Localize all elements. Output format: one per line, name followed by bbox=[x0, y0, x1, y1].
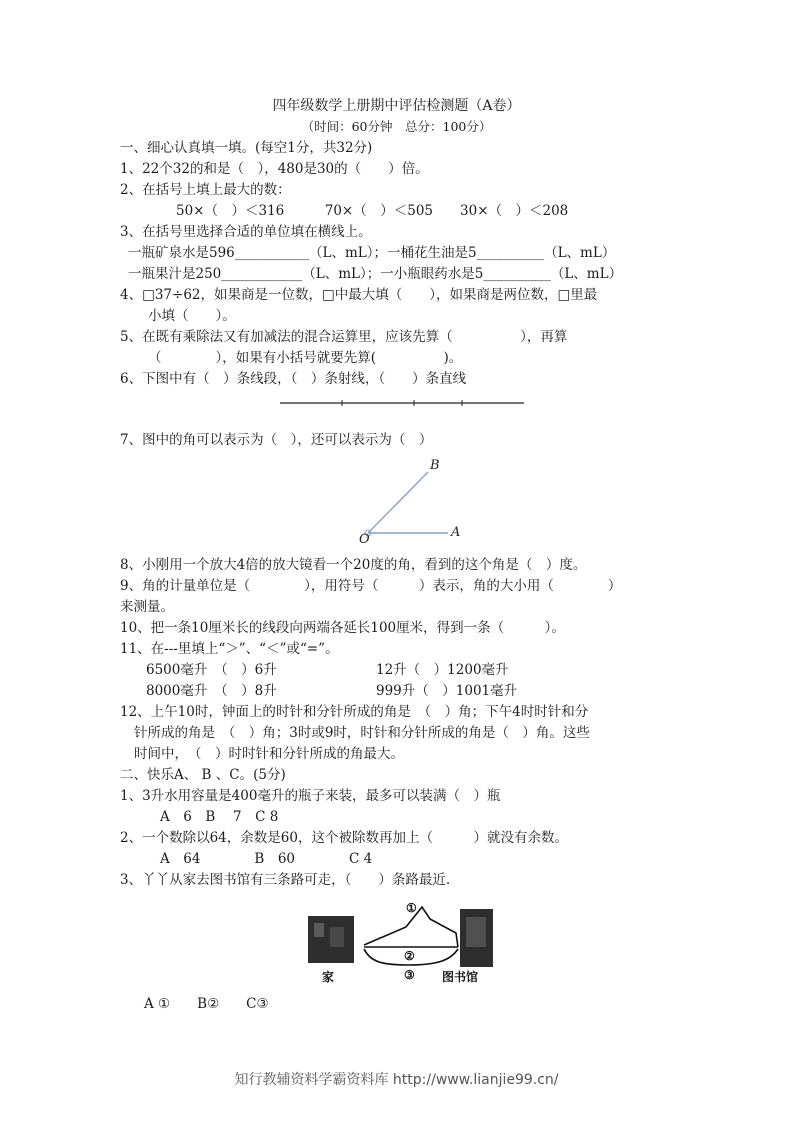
page-subtitle: （时间：60分钟 总分：100分） bbox=[301, 119, 492, 134]
question-11-item-3: 8000毫升 （ ）8升 bbox=[146, 683, 277, 699]
question-7: 7、图中的角可以表示为（ ），还可以表示为（ ） bbox=[120, 432, 433, 448]
question-12-cont-1: 针所成的角是 （ ）角；3时或9时，时针和分针所成的角是（ ）角。这些 bbox=[134, 725, 590, 741]
question-11-item-1: 6500毫升 （ ）6升 bbox=[146, 662, 277, 678]
section-1-heading: 一、细心认真填一填。(每空1分，共32分) bbox=[120, 140, 373, 156]
question-6: 6、下图中有（ ）条线段，（ ）条射线，（ ）条直线 bbox=[120, 371, 467, 387]
route-1-label: ① bbox=[406, 901, 417, 915]
choice-question-2: 2、一个数除以64，余数是60，这个被除数再加上（ ）就没有余数。 bbox=[120, 830, 568, 846]
page-title: 四年级数学上册期中评估检测题（A卷） bbox=[272, 98, 521, 114]
question-5-cont: （ ），如果有小括号就要先算( )。 bbox=[148, 350, 463, 366]
question-3-line-2: 一瓶果汁是250____________（L、mL）；一小瓶眼药水是5__________（L、mL） bbox=[128, 266, 623, 282]
question-4: 4、□37÷62，如果商是一位数，□中最大填（ ），如果商是两位数，□里最 bbox=[120, 287, 598, 303]
footer-watermark: 知行教辅资料学霸资料库 http://www.lianjie99.cn/ bbox=[234, 1072, 559, 1088]
choice-question-3-options: A ① B② C③ bbox=[144, 996, 269, 1012]
route-map-figure bbox=[308, 893, 493, 988]
question-5: 5、在既有乘除法又有加减法的混合运算里，应该先算（ ），再算 bbox=[120, 329, 568, 345]
question-11-item-4: 999升（ ）1001毫升 bbox=[376, 683, 518, 699]
route-3-label: ③ bbox=[404, 968, 415, 982]
question-3: 3、在括号里选择合适的单位填在横线上。 bbox=[120, 224, 372, 240]
question-11-item-2: 12升（ ）1200毫升 bbox=[376, 662, 509, 678]
question-2-items: 50×（ ）＜316 70×（ ）＜505 30×（ ）＜208 bbox=[176, 203, 569, 219]
question-1: 1、22个32的和是（ ），480是30的（ ）倍。 bbox=[120, 161, 429, 177]
angle-label-o: O bbox=[359, 532, 370, 545]
question-12: 12、上午10时，钟面上的时针和分针所成的角是 （ ）角；下午4时时针和分 bbox=[120, 704, 589, 720]
question-3-line-1: 一瓶矿泉水是596___________（L、mL）；一桶花生油是5__________（L、mL） bbox=[128, 245, 616, 261]
choice-question-1-options: A 6 B 7 C 8 bbox=[160, 809, 279, 825]
question-9-cont: 来测量。 bbox=[120, 599, 174, 615]
question-11: 11、在---里填上“＞”、“＜”或“=”。 bbox=[120, 641, 339, 657]
question-8: 8、小刚用一个放大4倍的放大镜看一个20度的角，看到的这个角是（ ）度。 bbox=[120, 557, 587, 573]
choice-question-1: 1、3升水用容量是400毫升的瓶子来装，最多可以装满（ ）瓶 bbox=[120, 788, 501, 804]
question-4-cont: 小填（ ）。 bbox=[148, 308, 236, 324]
question-9: 9、角的计量单位是（ ），用符号（ ）表示，角的大小用（ ） bbox=[120, 578, 622, 594]
angle-label-a: A bbox=[451, 525, 461, 540]
library-label: 图书馆 bbox=[442, 970, 479, 984]
choice-question-2-options: A 64 B 60 C 4 bbox=[160, 851, 373, 867]
route-2-label: ② bbox=[404, 949, 415, 963]
section-2-heading: 二、快乐A、 B 、C。(5分) bbox=[120, 767, 286, 783]
question-12-cont-2: 时间中， （ ）时时针和分针所成的角最大。 bbox=[134, 746, 404, 762]
question-2: 2、在括号上填上最大的数： bbox=[120, 182, 291, 198]
home-label: 家 bbox=[322, 970, 335, 984]
angle-label-b: B bbox=[430, 458, 440, 473]
line-figure bbox=[280, 396, 530, 410]
choice-question-3: 3、丫丫从家去图书馆有三条路可走，（ ）条路最近. bbox=[120, 872, 451, 888]
question-10: 10、把一条10厘米长的线段向两端各延长100厘米，得到一条（ ）。 bbox=[120, 620, 565, 636]
angle-figure bbox=[355, 455, 475, 545]
